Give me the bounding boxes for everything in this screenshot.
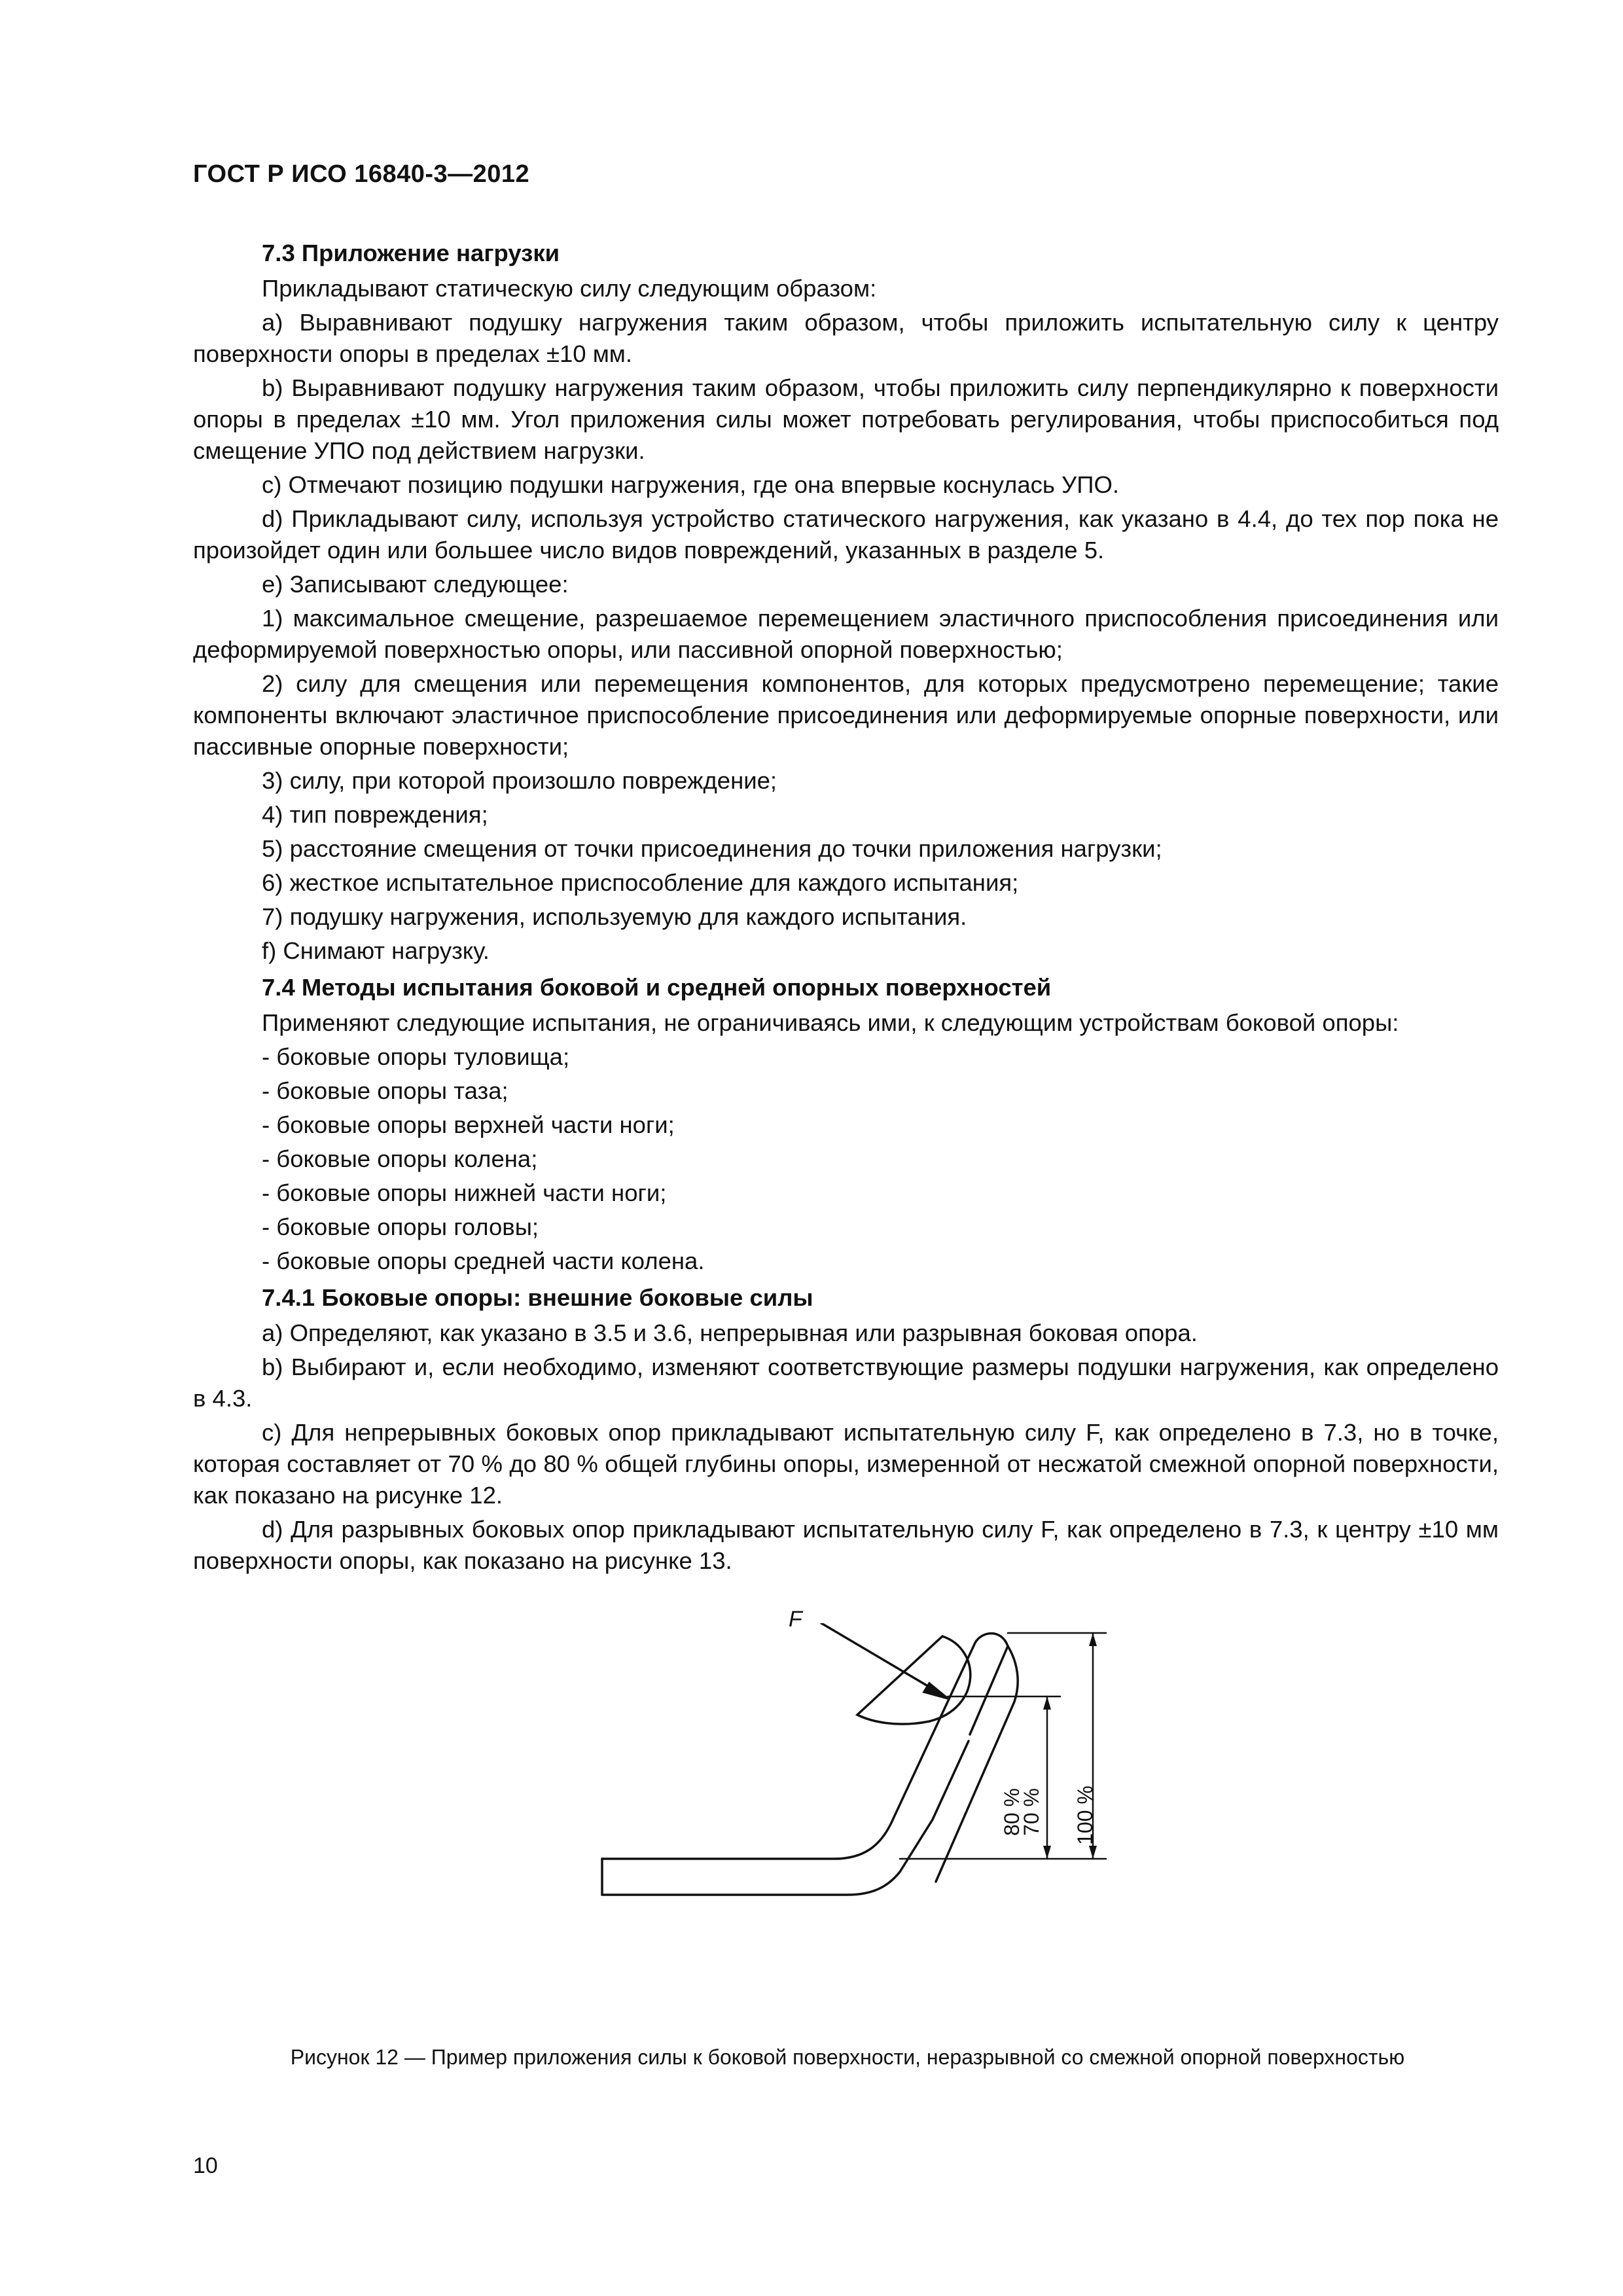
loading-pad — [857, 1636, 971, 1724]
dim-label-70: 70 % — [1019, 1788, 1043, 1836]
figure-caption: Рисунок 12 — Пример приложения силы к боковой поверхности, неразрывной со смежной опорной поверхностью — [290, 2045, 1405, 2069]
force-arrowhead — [924, 1683, 948, 1698]
support-list-item: - боковые опоры верхней части ноги; — [262, 1111, 675, 1138]
section-7-4-1-item-a: a) Определяют, как указано в 3.5 и 3.6, непрерывная или разрывная боковая опора. — [262, 1319, 1198, 1346]
main-content — [193, 232, 1499, 1579]
document-header: ГОСТ Р ИСО 16840-3—2012 — [193, 160, 530, 188]
base-surface-top — [602, 1634, 1008, 1859]
section-7-4-1-heading: 7.4.1 Боковые опоры: внешние боковые силы — [262, 1284, 813, 1311]
dim-arrow-100-bottom — [1089, 1846, 1097, 1859]
section-7-4-heading: 7.4 Методы испытания боковой и средней опорных поверхностей — [262, 974, 1052, 1001]
force-label: F — [789, 1607, 802, 1632]
record-item-2: 2) силу для смещения или перемещения компонентов, для которых предусмотрено перемещение; такие компоненты включают эластичное приспособление присоединения или деформируемые опорные поверхности, или пассивные опорные поверхности; — [193, 670, 1499, 760]
section-7-3-intro: Прикладывают статическую силу следующим образом: — [262, 275, 877, 302]
section-7-4-1-item-b: b) Выбирают и, если необходимо, изменяют соответствующие размеры подушки нагружения, как определено в 4.3. — [193, 1354, 1499, 1412]
support-list-item: - боковые опоры средней части колена. — [262, 1247, 705, 1274]
support-list-item: - боковые опоры туловища; — [262, 1043, 570, 1070]
section-7-3-item-d: d) Прикладывают силу, используя устройство статического нагружения, как указано в 4.4, до тех пор пока не произойдет один или большее число видов повреждений, указанных в разделе 5. — [193, 505, 1499, 564]
section-7-3-heading: 7.3 Приложение нагрузки — [262, 240, 560, 266]
record-item-5: 5) расстояние смещения от точки присоединения до точки приложения нагрузки; — [262, 835, 1162, 862]
dim-label-80: 80 % — [999, 1788, 1024, 1836]
section-7-3-item-a: a) Выравнивают подушку нагружения таким образом, чтобы приложить испытательную силу к центру поверхности опоры в пределах ±10 мм. — [193, 309, 1499, 367]
support-list-item: - боковые опоры таза; — [262, 1077, 508, 1104]
section-7-3-item-f: f) Снимают нагрузку. — [262, 937, 490, 964]
dim-arrow-80-top — [1043, 1696, 1051, 1710]
figure-12-drawing — [589, 1623, 1243, 1990]
dim-label-100: 100 % — [1073, 1785, 1097, 1845]
page-number: 10 — [193, 2153, 218, 2178]
record-item-1: 1) максимальное смещение, разрешаемое перемещением эластичного приспособления присоединения или деформируемой поверхностью опоры, или пассивной опорной поверхностью; — [193, 605, 1499, 663]
force-arrow — [821, 1623, 944, 1696]
figure-12 — [589, 1607, 1243, 1990]
support-outer — [936, 1646, 1018, 1882]
dim-arrow-80-bottom — [1043, 1846, 1051, 1859]
record-item-7: 7) подушку нагружения, используемую для каждого испытания. — [262, 903, 967, 930]
dim-arrow-100-top — [1089, 1633, 1097, 1646]
record-item-3: 3) силу, при которой произошло повреждение; — [262, 767, 777, 794]
record-item-6: 6) жесткое испытательное приспособление для каждого испытания; — [262, 869, 1019, 896]
support-list-item: - боковые опоры колена; — [262, 1145, 538, 1172]
section-7-4-intro: Применяют следующие испытания, не ограничиваясь ими, к следующим устройствам боковой опоры: — [262, 1009, 1399, 1036]
section-7-3-item-c: c) Отмечают позицию подушки нагружения, где она впервые коснулась УПО. — [262, 471, 1120, 498]
section-7-3-item-e: e) Записывают следующее: — [262, 571, 569, 598]
support-list-item: - боковые опоры головы; — [262, 1213, 539, 1240]
record-item-4: 4) тип повреждения; — [262, 801, 488, 828]
section-7-3-item-b: b) Выравнивают подушку нагружения таким образом, чтобы приложить силу перпендикулярно к поверхности опоры в пределах ±10 мм. Угол приложения силы может потребовать регулирования, чтобы приспособиться под смещение УПО под действием нагрузки. — [193, 374, 1499, 464]
support-list-item: - боковые опоры нижней части ноги; — [262, 1179, 667, 1206]
base-surface-bottom — [602, 1741, 969, 1895]
section-7-4-1-item-c: c) Для непрерывных боковых опор прикладывают испытательную силу F, как определено в 7.3, но в точке, которая составляет от 70 % до 80 % общей глубины опоры, измеренной от несжатой смежной опорной поверхности, как показано на рисунке 12. — [193, 1419, 1499, 1509]
section-7-4-1-item-d: d) Для разрывных боковых опор прикладывают испытательную силу F, как определено в 7.3, к центру ±10 мм поверхности опоры, как показано на рисунке 13. — [193, 1516, 1499, 1574]
